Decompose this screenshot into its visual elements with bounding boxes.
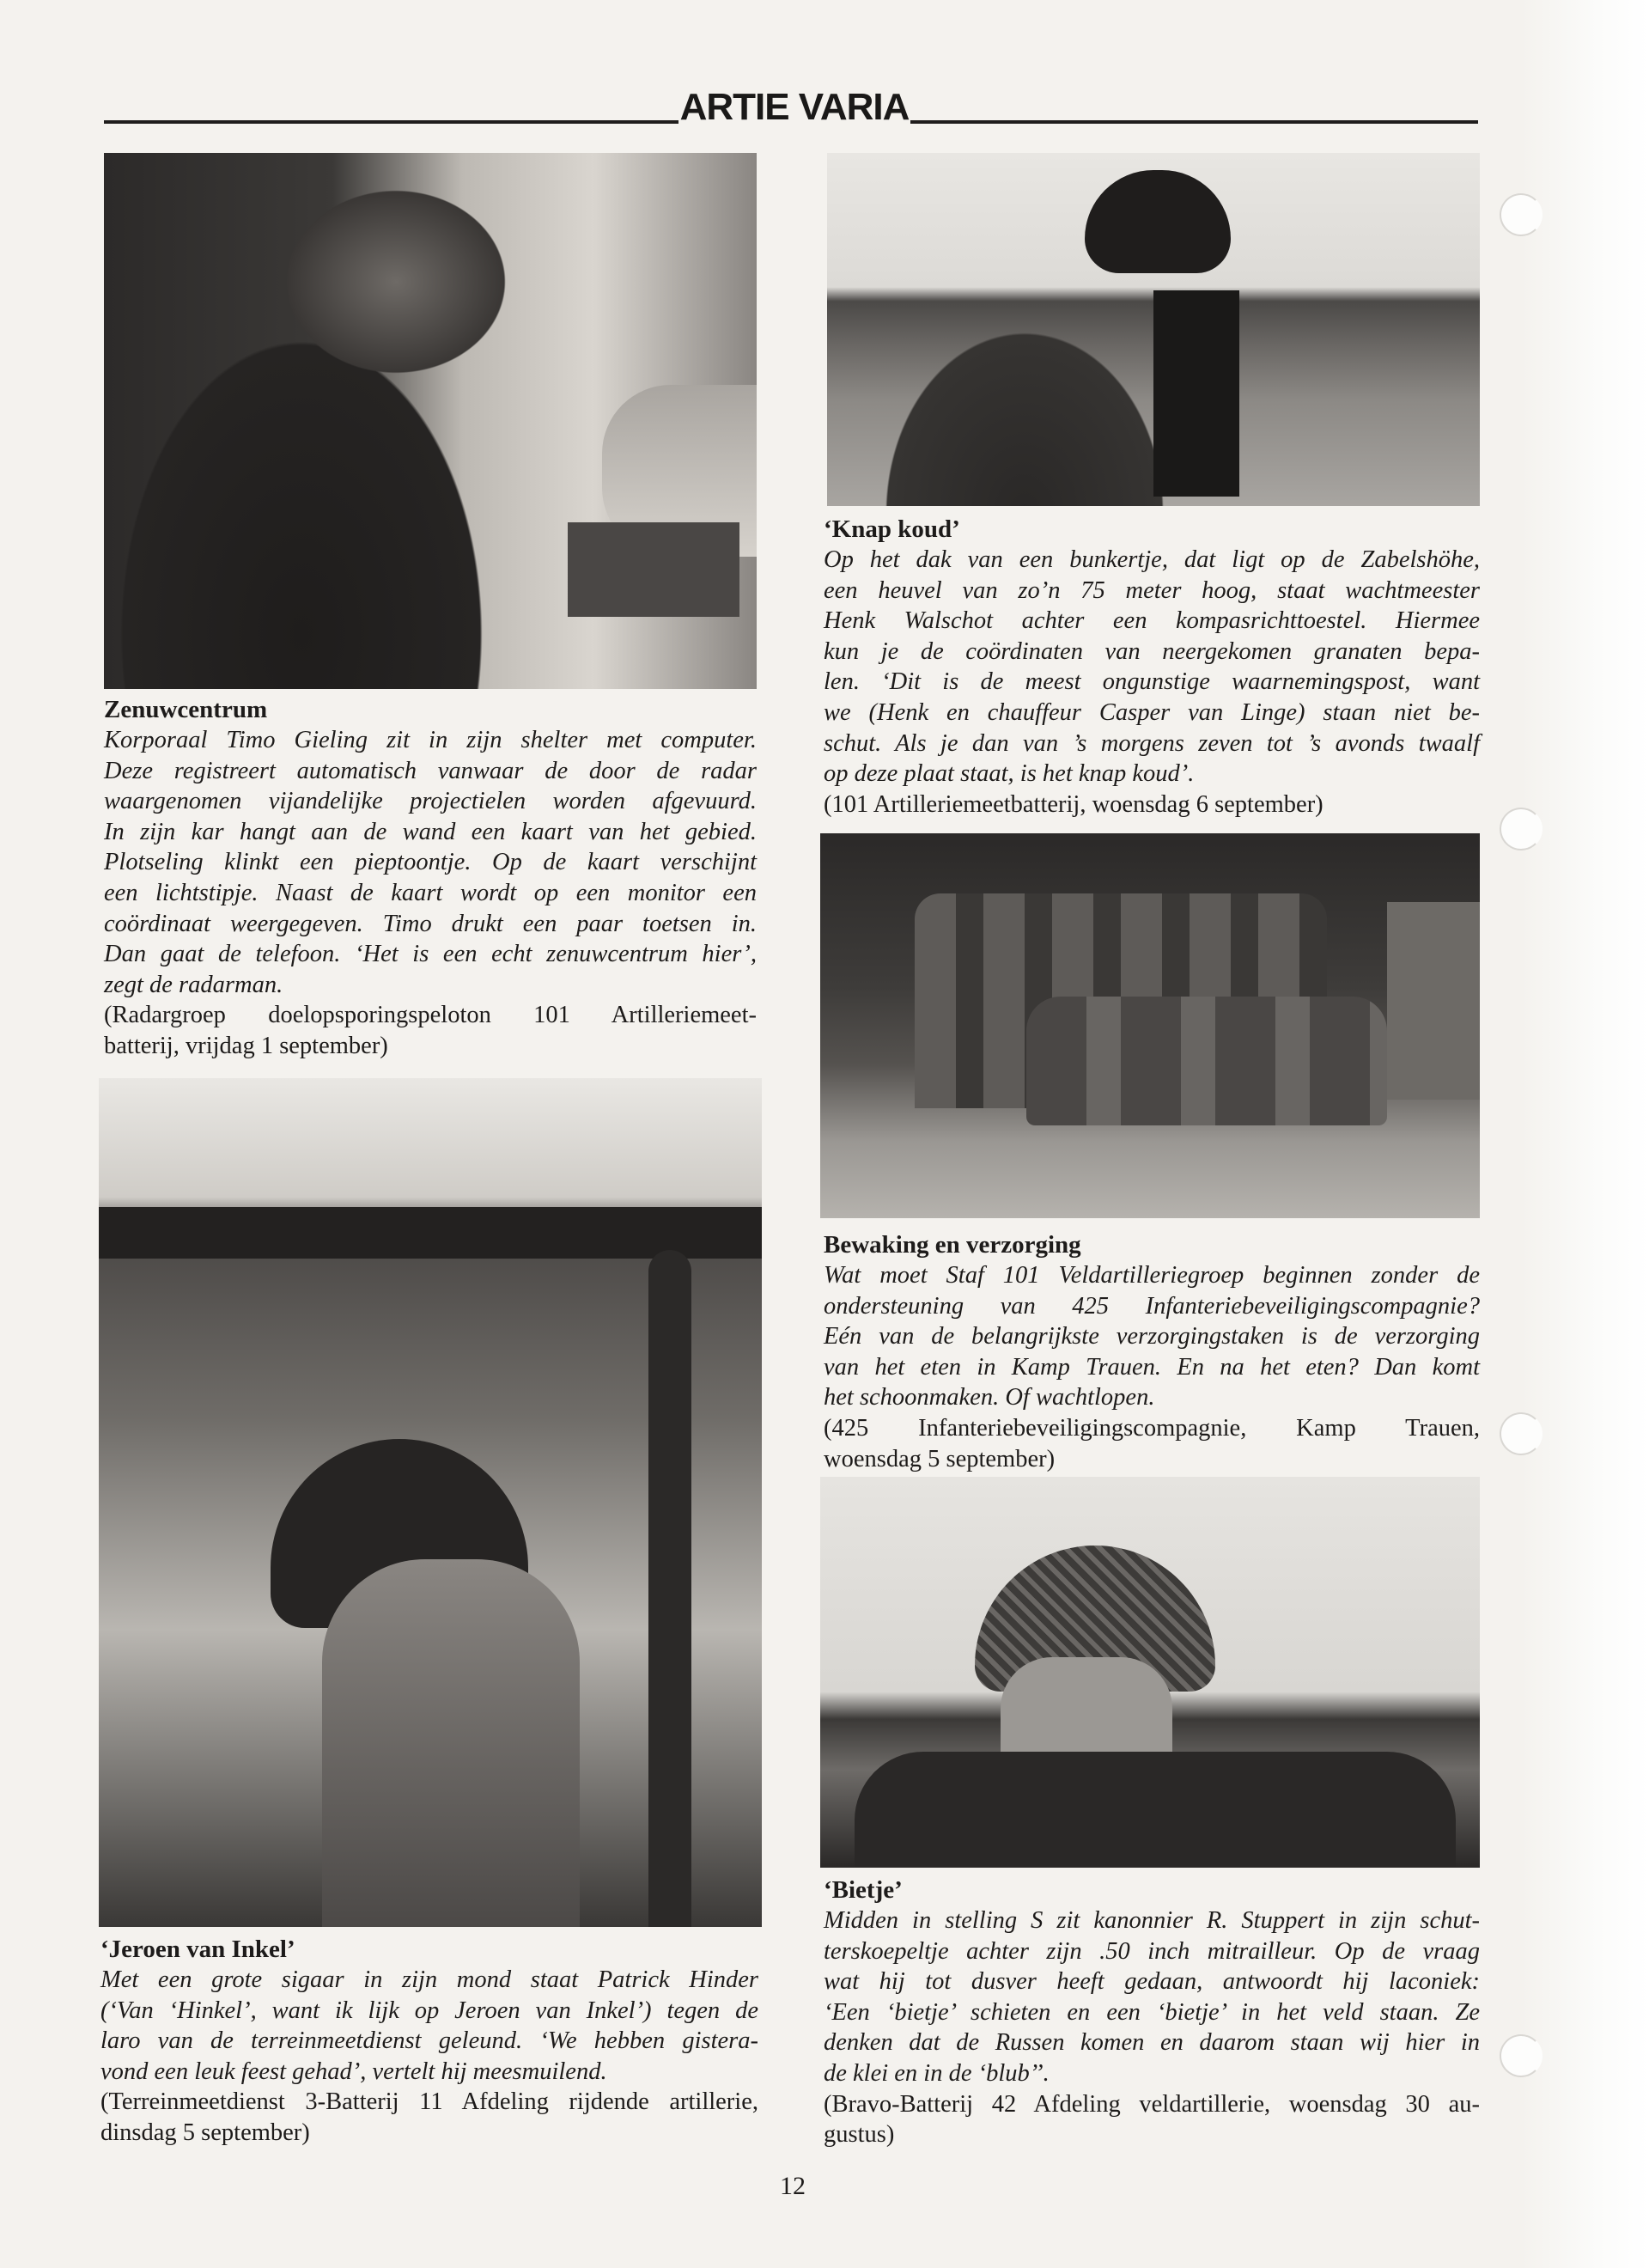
punch-hole xyxy=(1500,1412,1543,1455)
soldier-body xyxy=(855,1752,1456,1868)
article-body-line: Midden in stelling S zit kanonnier R. Stuppert in zijn schut- xyxy=(824,1907,1480,1934)
article-body-line: Henk Walschot achter een kompasrichttoestel. Hiermee xyxy=(824,607,1480,635)
photo-soldier-cigar xyxy=(99,1078,762,1927)
article-source-line: (Radargroep doelopsporingspeloton 101 Artilleriemeet- xyxy=(104,1002,757,1029)
article-body-line: zegt de radarman. xyxy=(104,971,283,998)
article-body-line: ondersteuning van 425 Infanteriebeveiligingscompagnie? xyxy=(824,1292,1480,1320)
article-source-line: dinsdag 5 september) xyxy=(100,2119,310,2146)
article-body-line: schut. Als je dan van ’s morgens zeven tot ’s avonds twaalf xyxy=(824,729,1480,757)
article-body-line: een heuvel van zo’n 75 meter hoog, staat wachtmeester xyxy=(824,576,1480,604)
building xyxy=(1387,902,1480,1100)
article-body-line: Met een grote sigaar in zijn mond staat Patrick Hinder xyxy=(100,1966,758,1993)
article-source-line: gustus) xyxy=(824,2121,895,2149)
soldier-face xyxy=(322,1559,580,1927)
article-body-line: len. ‘Dit is de meest ongunstige waarnemingspost, want xyxy=(824,668,1480,696)
punch-hole xyxy=(1500,2034,1543,2077)
article-knap-koud xyxy=(824,514,1480,820)
article-body-line: coördinaat weergegeven. Timo drukt een paar toetsen in. xyxy=(104,910,757,937)
article-body-line: kun je de coördinaten van neergekomen granaten bepa- xyxy=(824,637,1480,665)
photo-compass-observer xyxy=(827,153,1480,506)
article-bewaking-en-verzorging xyxy=(824,1229,1480,1474)
article-heading: ‘Knap koud’ xyxy=(824,515,960,543)
punch-hole xyxy=(1500,193,1543,236)
article-body-line: we (Henk en chauffeur Casper van Linge) staan niet be- xyxy=(824,698,1480,726)
article-body-line: laro van de terreinmeetdienst geleund. ‘We hebben gistera- xyxy=(100,2027,758,2055)
article-body-line: ‘Een ‘bietje’ schieten en een ‘bietje’ in het veld staan. Ze xyxy=(824,1998,1480,2026)
article-body-line: wat hij tot dusver heeft gedaan, antwoordt hij laconiek: xyxy=(824,1968,1480,1996)
article-body-line: (‘Van ‘Hinkel’, want ik lijk op Jeroen van Inkel’) tegen de xyxy=(100,1997,758,2024)
article-heading: Bewaking en verzorging xyxy=(824,1231,1081,1259)
roll-bar xyxy=(648,1250,691,1927)
article-body-line: van het eten in Kamp Trauen. En na het eten? Dan komt xyxy=(824,1353,1480,1381)
photo-group-soldiers xyxy=(820,833,1480,1218)
article-heading: Zenuwcentrum xyxy=(104,696,268,723)
article-body-line: het schoonmaken. Of wachtlopen. xyxy=(824,1384,1155,1411)
article-heading: ‘Bietje’ xyxy=(824,1876,903,1904)
article-body-line: vond een leuk feest gehad’, vertelt hij meesmuilend. xyxy=(100,2058,607,2085)
article-source-line: woensdag 5 september) xyxy=(824,1445,1056,1472)
article-body-line: de klei en in de ‘blub’’. xyxy=(824,2059,1050,2087)
punch-hole xyxy=(1500,808,1543,850)
paper-edge xyxy=(1520,0,1649,2268)
article-body-line: Deze registreert automatisch vanwaar de door de radar xyxy=(104,757,757,784)
article-body-line: In zijn kar hangt aan de wand een kaart van het gebied. xyxy=(104,818,757,845)
article-body-line: op deze plaat staat, is het knap koud’. xyxy=(824,760,1195,788)
compass-device xyxy=(1153,290,1239,497)
article-body-line: Eén van de belangrijkste verzorgingstaken is de verzorging xyxy=(824,1323,1480,1350)
article-jeroen-van-inkel xyxy=(100,1934,758,2149)
article-source-line: (Bravo-Batterij 42 Afdeling veldartillerie, woensdag 30 au- xyxy=(824,2090,1480,2118)
article-body-line: een lichtstipje. Naast de kaart wordt op een monitor een xyxy=(104,879,757,906)
article-source-line: (Terreinmeetdienst 3-Batterij 11 Afdeling rijdende artillerie, xyxy=(100,2088,758,2116)
article-body-line: terskoepeltje achter zijn .50 inch mitrailleur. Op de vraag xyxy=(824,1937,1480,1965)
article-body-line: Korporaal Timo Gieling zit in zijn shelter met computer. xyxy=(104,727,757,753)
article-body-line: Plotseling klinkt een pieptoontje. Op de kaart verschijnt xyxy=(104,849,757,876)
article-bietje xyxy=(824,1875,1480,2150)
photo-radar-operator xyxy=(104,153,757,689)
photo-gunner-helmet xyxy=(820,1477,1480,1868)
article-zenuwcentrum xyxy=(104,694,757,1062)
article-source-line: (425 Infanteriebeveiligingscompagnie, Kamp Trauen, xyxy=(824,1414,1480,1442)
masthead-title: ARTIE VARIA xyxy=(679,86,910,128)
article-heading: ‘Jeroen van Inkel’ xyxy=(100,1936,295,1963)
article-source-line: batterij, vrijdag 1 september) xyxy=(104,1032,388,1059)
console-panel xyxy=(568,522,739,617)
beret xyxy=(1085,170,1231,273)
kneeling-row xyxy=(1026,997,1387,1125)
article-body-line: Op het dak van een bunkertje, dat ligt op de Zabelshöhe, xyxy=(824,546,1480,573)
article-body-line: waargenomen vijandelijke projectielen worden afgevuurd. xyxy=(104,788,757,815)
article-source-line: (101 Artilleriemeetbatterij, woensdag 6 september) xyxy=(824,790,1323,818)
page-number: 12 xyxy=(780,2172,806,2200)
article-body-line: denken dat de Russen komen en daarom staan wij hier in xyxy=(824,2029,1480,2057)
article-body-line: Wat moet Staf 101 Veldartilleriegroep beginnen zonder de xyxy=(824,1262,1480,1289)
article-body-line: Dan gaat de telefoon. ‘Het is een echt zenuwcentrum hier’, xyxy=(104,941,757,968)
